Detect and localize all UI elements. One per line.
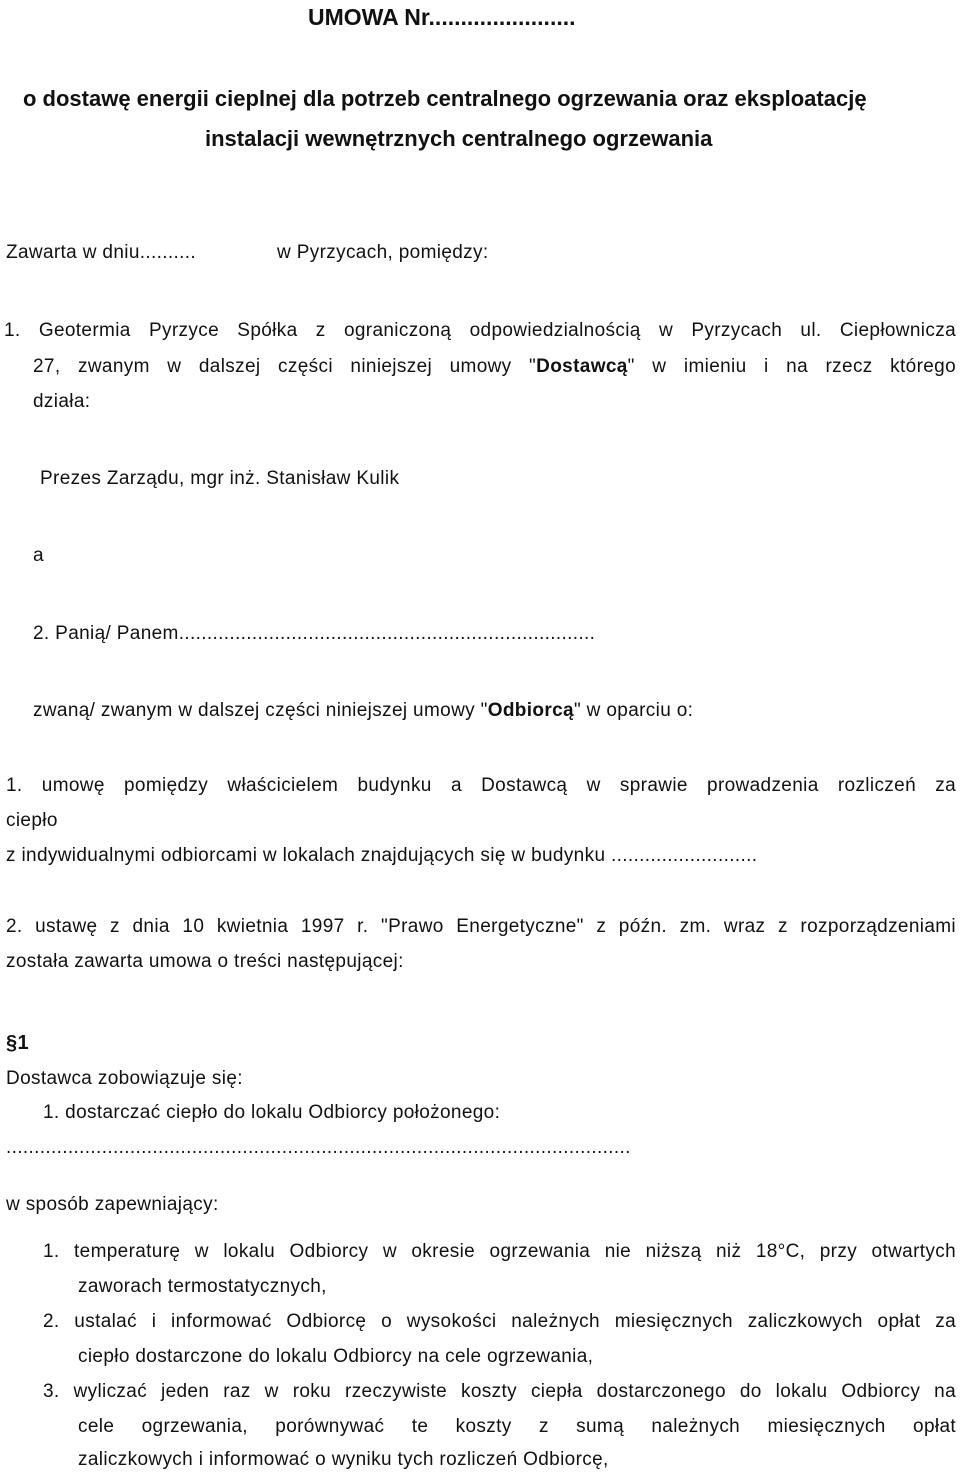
section-1-sub3-line2: cele ogrzewania, porównywać te koszty z sumą należnych miesięcznych opłat — [78, 1416, 956, 1437]
contract-place: w Pyrzycach, pomiędzy: — [277, 242, 489, 263]
party1-line2-text-b: " w imieniu i na rzecz którego — [627, 356, 956, 377]
party2-description — [33, 700, 693, 722]
contract-subtitle-line1: o dostawę energii cieplnej dla potrzeb centralnego ogrzewania oraz eksploatację — [23, 86, 867, 111]
party2-desc-text-a: zwaną/ zwanym w dalszej części niniejszej umowy " — [33, 700, 488, 721]
party1-line3: działa: — [33, 391, 91, 412]
section-1-intro: Dostawca zobowiązuje się: — [6, 1068, 243, 1089]
basis-item2-line2: została zawarta umowa o treści następującej: — [6, 951, 404, 972]
party1-representative: Prezes Zarządu, mgr inż. Stanisław Kulik — [40, 468, 400, 489]
conjunction-a: a — [33, 545, 44, 566]
section-1-manner: w sposób zapewniający: — [6, 1194, 219, 1215]
section-1-address-dots: ............................................................................................................... — [6, 1137, 631, 1158]
section-1-sub2-line1: 2. ustalać i informować Odbiorcę o wysokości należnych miesięcznych zaliczkowych opłat za — [43, 1311, 956, 1332]
basis-item1-line1: 1. umowę pomiędzy właścicielem budynku a Dostawcą w sprawie prowadzenia rozliczeń za — [6, 775, 956, 796]
section-1-item1: 1. dostarczać ciepło do lokalu Odbiorcy położonego: — [43, 1102, 501, 1123]
section-1-sub3-line3: zaliczkowych i informować o wyniku tych rozliczeń Odbiorcę, — [78, 1449, 609, 1470]
contract-date: Zawarta w dniu.......... — [6, 242, 197, 263]
section-1-mark: §1 — [6, 1032, 29, 1054]
basis-item2-line1: 2. ustawę z dnia 10 kwietnia 1997 r. "Prawo Energetyczne" z późn. zm. wraz z rozporządzeniami — [6, 916, 956, 937]
contract-title: UMOWA Nr....................... — [308, 4, 576, 30]
basis-item1-line3: z indywidualnymi odbiorcami w lokalach znajdujących się w budynku .......................... — [6, 845, 758, 866]
contract-subtitle-line2: instalacji wewnętrznych centralnego ogrzewania — [205, 126, 713, 151]
section-1-sub1-line1: 1. temperaturę w lokalu Odbiorcy w okresie ogrzewania nie niższą niż 18°C, przy otwartych — [43, 1241, 956, 1262]
party2-desc-text-b: " w oparciu o: — [573, 700, 694, 721]
party1-line1: 1. Geotermia Pyrzyce Spółka z ograniczoną odpowiedzialnością w Pyrzycach ul. Ciepłownicza — [4, 320, 956, 341]
basis-item1-line2: ciepło — [6, 810, 58, 831]
party1-line2 — [33, 356, 956, 378]
section-1-sub2-line2: ciepło dostarczone do lokalu Odbiorcy na cele ogrzewania, — [78, 1346, 594, 1367]
section-1-sub1-line2: zaworach termostatycznych, — [78, 1276, 327, 1297]
section-1-sub3-line1: 3. wyliczać jeden raz w roku rzeczywiste koszty ciepła dostarczonego do lokalu Odbiorcy na — [43, 1381, 956, 1402]
party1-line2-text-a: 27, zwanym w dalszej części niniejszej umowy " — [33, 356, 537, 377]
recipient-term: Odbiorcą — [487, 700, 574, 721]
supplier-term: Dostawcą — [536, 356, 628, 377]
party2-line: 2. Panią/ Panem.......................................................................... — [33, 623, 596, 644]
